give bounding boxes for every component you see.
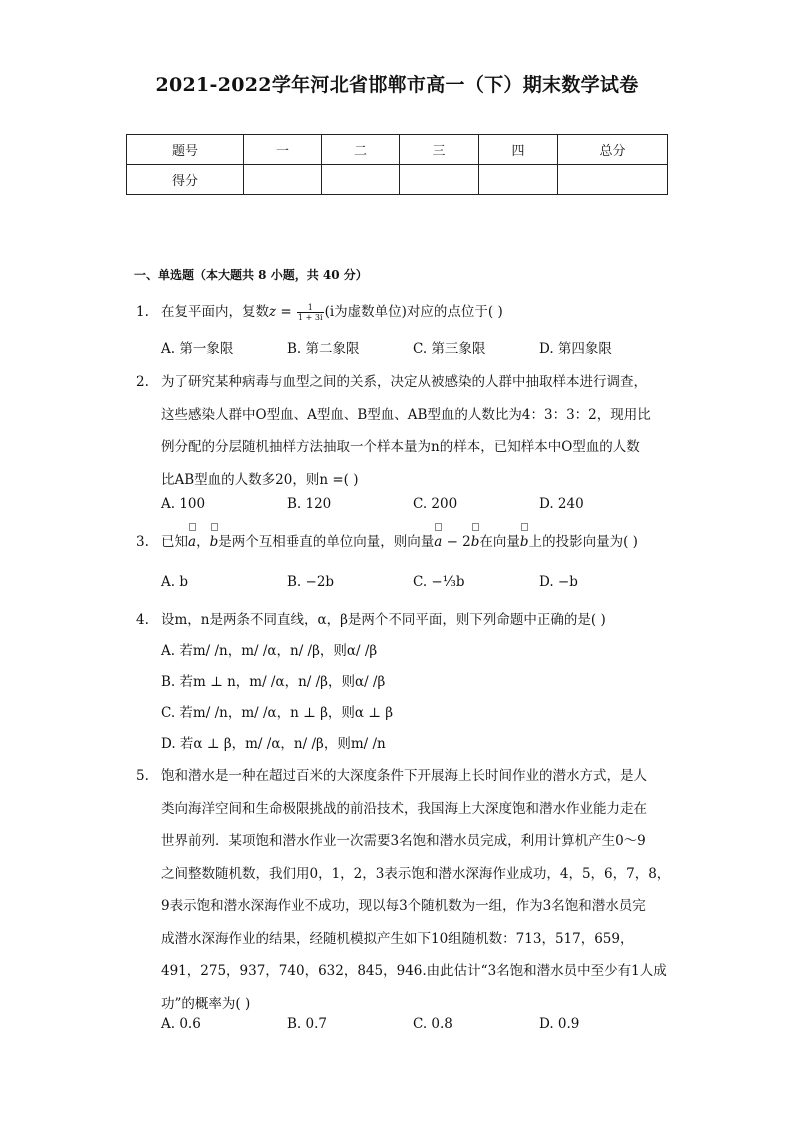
score-header-cell: 一 — [244, 135, 322, 165]
vector-b: b — [210, 526, 219, 559]
math-op: = — [276, 304, 297, 320]
fraction-denominator: 1 + 3i — [298, 313, 323, 322]
option-c[interactable]: C. 0.8 — [413, 1016, 453, 1032]
stem-text: 是两个互相垂直的单位向量，则向量 — [218, 534, 435, 550]
stem-line: 9表示饱和潜水深海作业不成功，现以每3个随机数为一组，作为3名饱和潜水员完 — [161, 898, 646, 914]
stem-text: 在向量 — [479, 534, 520, 550]
stem-line: 功”的概率为( ) — [161, 995, 251, 1012]
stem-line: 这些感染人群中O型血、A型血、B型血、AB型血的人数比为4：3：3：2，现用比 — [161, 406, 651, 423]
stem-text: ， — [196, 534, 210, 550]
question-stem — [161, 526, 671, 559]
stem-text: 已知 — [161, 534, 188, 550]
vector-b: b — [471, 526, 480, 559]
options-row — [161, 570, 671, 594]
option-c[interactable]: C. 200 — [413, 496, 458, 512]
score-row-label: 得分 — [127, 165, 244, 195]
score-cell[interactable] — [558, 165, 668, 195]
options-row — [161, 337, 671, 361]
vector-a: a — [188, 526, 196, 559]
vector-a: a — [434, 526, 442, 559]
option-d[interactable]: D. 第四象限 — [539, 341, 612, 357]
stem-line: 饱和潜水是一种在超过百米的大深度条件下开展海上长时间作业的潜水方式，是人 — [161, 768, 647, 784]
option-c[interactable]: C. −⅓b — [413, 574, 465, 590]
question-number: 2. — [136, 374, 149, 390]
stem-line: 比AB型血的人数多20，则n =( ) — [161, 471, 359, 488]
question-stem — [161, 296, 671, 329]
score-cell[interactable] — [322, 165, 400, 195]
score-header-cell: 四 — [479, 135, 558, 165]
options-row — [161, 492, 671, 516]
option-a[interactable]: A. 第一象限 — [161, 341, 234, 357]
score-table — [126, 134, 668, 195]
stem-text: (i为虚数单位)对应的点位于( ) — [324, 304, 503, 320]
stem-text: 在复平面内，复数 — [161, 304, 269, 320]
score-table-header-row — [127, 135, 668, 165]
question-stem: 设m，n是两条不同直线，α，β是两个不同平面，则下列命题中正确的是( ) — [161, 612, 606, 628]
stem-line: 世界前列．某项饱和潜水作业一次需要3名饱和潜水员完成，利用计算机产生0～9 — [161, 833, 646, 849]
stem-line: 之间整数随机数，我们用0，1，2，3表示饱和潜水深海作业成功，4，5，6，7，8， — [161, 865, 671, 882]
option-d[interactable]: D. 0.9 — [539, 1016, 580, 1032]
question-number: 3. — [136, 534, 149, 550]
stem-line: 例分配的分层随机抽样方法抽取一个样本量为n的样本，已知样本中O型血的人数 — [161, 439, 640, 455]
stem-line: 类向海洋空间和生命极限挑战的前沿技术，我国海上大深度饱和潜水作业能力走在 — [161, 800, 647, 817]
options-row — [161, 1012, 671, 1036]
math-var: z — [269, 304, 277, 320]
score-cell[interactable] — [244, 165, 322, 195]
score-cell[interactable] — [479, 165, 558, 195]
question-number: 4. — [136, 612, 149, 628]
option-d[interactable]: D. −b — [539, 574, 578, 590]
score-header-cell: 总分 — [558, 135, 668, 165]
stem-text: 上的投影向量为( ) — [528, 534, 638, 550]
fraction — [297, 303, 324, 322]
option-c[interactable]: C. 第三象限 — [413, 341, 486, 357]
exam-title: 2021-2022学年河北省邯郸市高一（下）期末数学试卷 — [155, 74, 639, 96]
vector-b: b — [520, 526, 529, 559]
option-c[interactable]: C. 若m/ /n，m/ /α，n ⊥ β，则α ⊥ β — [161, 705, 394, 721]
question-stem — [161, 760, 671, 1020]
option-a[interactable]: A. 若m/ /n，m/ /α，n/ /β，则α/ /β — [161, 643, 378, 659]
score-header-cell: 题号 — [127, 135, 244, 165]
option-d[interactable]: D. 240 — [539, 496, 584, 512]
section-heading: 一、单选题（本大题共 8 小题，共 40 分） — [134, 268, 368, 282]
score-cell[interactable] — [400, 165, 479, 195]
option-b[interactable]: B. 0.7 — [287, 1016, 327, 1032]
option-a[interactable]: A. b — [161, 574, 188, 590]
option-d[interactable]: D. 若α ⊥ β，m/ /α，n/ /β，则m/ /n — [161, 736, 386, 752]
math-op: − 2 — [442, 534, 471, 550]
option-b[interactable]: B. 120 — [287, 496, 332, 512]
option-a[interactable]: A. 0.6 — [161, 1016, 201, 1032]
fraction-numerator: 1 — [297, 303, 324, 313]
score-header-cell: 二 — [322, 135, 400, 165]
score-header-cell: 三 — [400, 135, 479, 165]
stem-line: 成潜水深海作业的结果，经随机模拟产生如下10组随机数：713，517，659， — [161, 930, 634, 947]
question-stem — [161, 366, 671, 496]
stem-line: 为了研究某种病毒与血型之间的关系，决定从被感染的人群中抽取样本进行调查， — [161, 374, 647, 390]
stem-line: 491，275，937，740，632，845，946.由此估计“3名饱和潜水员中至少有1人成 — [161, 963, 667, 979]
score-table-score-row — [127, 165, 668, 195]
option-b[interactable]: B. −2b — [287, 574, 335, 590]
question-number: 5. — [136, 768, 149, 784]
option-b[interactable]: B. 第二象限 — [287, 341, 360, 357]
option-b[interactable]: B. 若m ⊥ n，m/ /α，n/ /β，则α/ /β — [161, 674, 386, 690]
option-a[interactable]: A. 100 — [161, 496, 206, 512]
question-number: 1. — [136, 304, 149, 320]
